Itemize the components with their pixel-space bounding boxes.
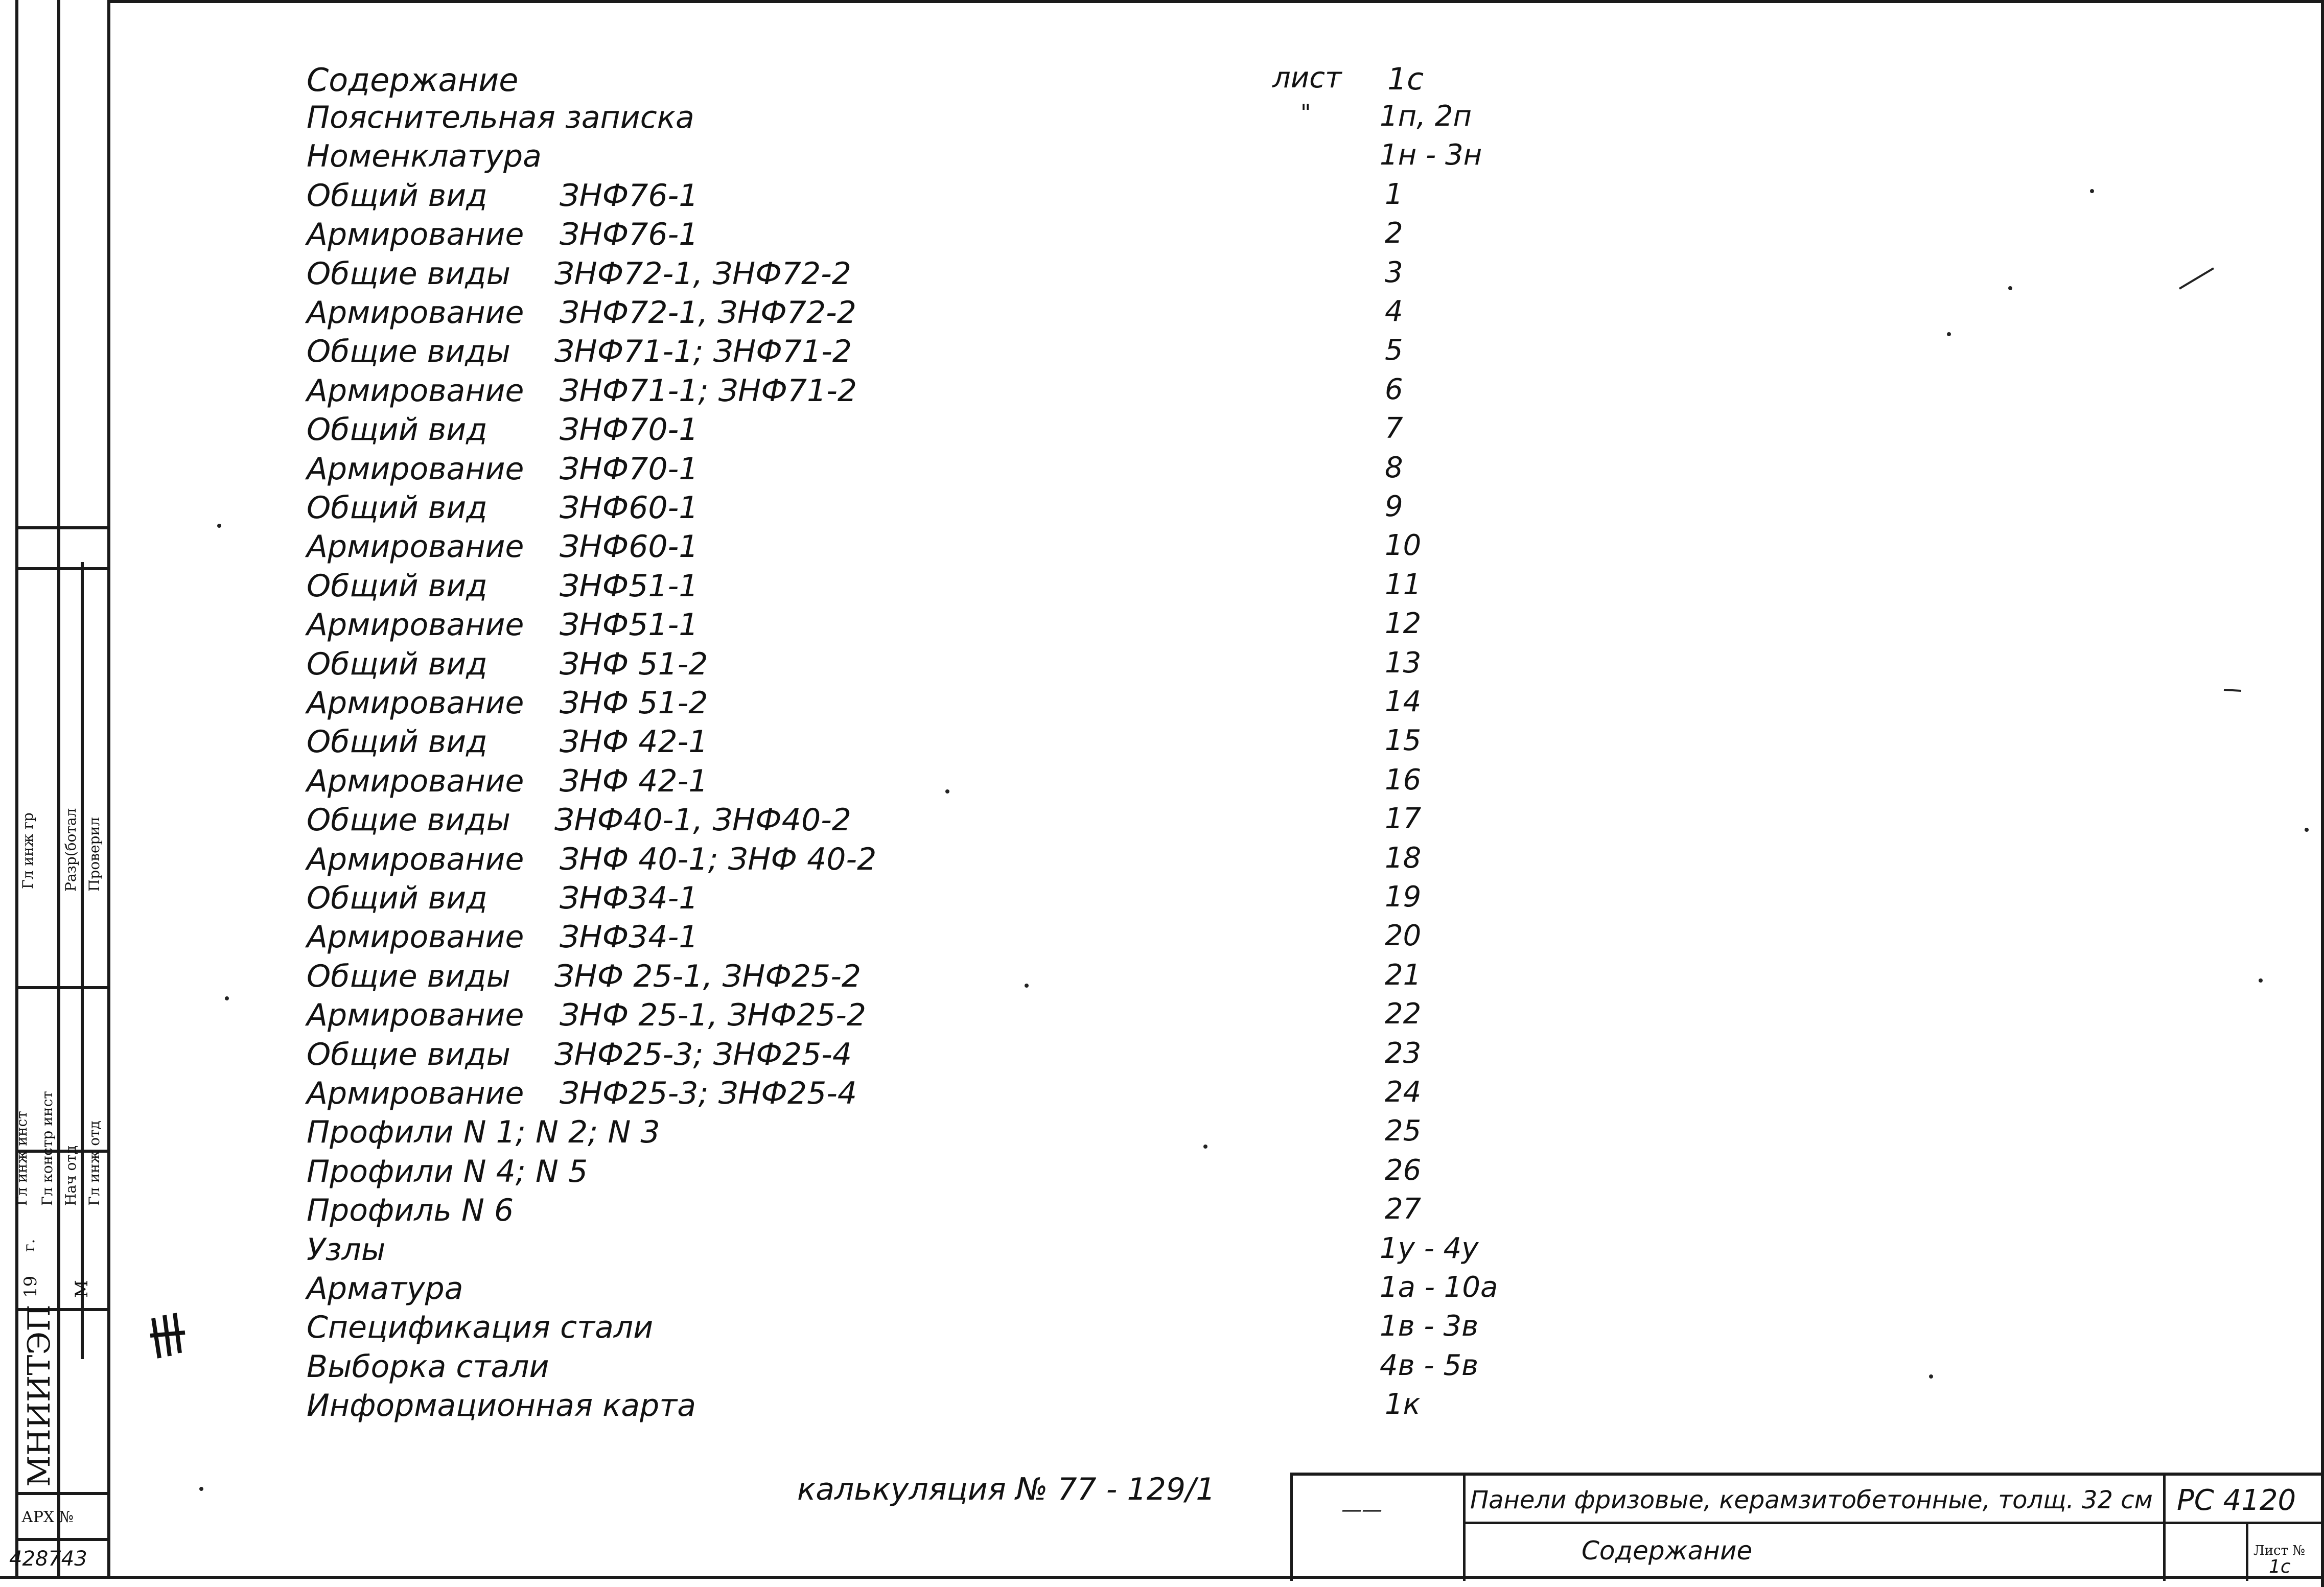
toc-label: Армирование: [307, 529, 524, 565]
toc-label: Общие виды: [307, 1036, 510, 1072]
toc-sheet-number: 17: [1385, 802, 1422, 836]
toc-label: Армирование: [307, 763, 524, 799]
toc-label: Общий вид: [307, 568, 487, 604]
toc-code: ЗНФ 25-1, ЗНФ25-2: [554, 958, 862, 994]
toc-sheet-number: 25: [1385, 1114, 1422, 1148]
scan-speck: [1929, 1374, 1933, 1379]
toc-label: Армирование: [307, 451, 524, 487]
title-block-line: [2163, 1476, 2166, 1581]
toc-sheet-number: 16: [1385, 763, 1422, 797]
toc-code: ЗНФ70-1: [560, 451, 699, 487]
toc-label: Общий вид: [307, 490, 487, 526]
margin-hatch-mark: [148, 1308, 189, 1364]
stamp-label: Разр(ботал: [62, 808, 79, 892]
toc-sheet-number: 23: [1385, 1036, 1422, 1070]
stamp-year-suffix: г.: [20, 1239, 38, 1252]
toc-label: Профили N 4; N 5: [307, 1153, 588, 1189]
title-block: [1290, 1473, 2324, 1581]
stamp-line: [57, 0, 60, 1579]
toc-sheet-number: 14: [1385, 685, 1422, 718]
toc-label: Общий вид: [307, 724, 487, 760]
toc-label: Армирование: [307, 919, 524, 955]
toc-code: ЗНФ60-1: [560, 490, 699, 526]
toc-sheet-number: 1к: [1385, 1388, 1421, 1421]
scan-speck: [2305, 828, 2309, 832]
stamp-arch-number: 428743: [9, 1547, 87, 1571]
toc-label: Армирование: [307, 607, 524, 643]
toc-label: Общие виды: [307, 334, 510, 370]
toc-sheet-number: 10: [1385, 529, 1422, 563]
toc-code: ЗНФ60-1: [560, 529, 699, 565]
title-block-description: Панели фризовые, керамзитобетонные, толщ. 32 см: [1470, 1486, 2153, 1514]
toc-label: Общий вид: [307, 880, 487, 916]
toc-code: ЗНФ76-1: [560, 177, 699, 214]
stamp-label: Гл инж отд: [86, 1121, 103, 1206]
toc-label: Выборка стали: [307, 1348, 549, 1385]
toc-sheet-number: 1н - 3н: [1380, 138, 1482, 172]
toc-sheet-number: 8: [1385, 451, 1403, 484]
page-title: Содержание: [307, 61, 519, 99]
toc-label: Армирование: [307, 685, 524, 721]
toc-sheet-number: 20: [1385, 919, 1422, 953]
stamp-label: Гл констр инст: [39, 1091, 56, 1206]
title-block-line: [1463, 1476, 1466, 1581]
toc-label: Спецификация стали: [307, 1310, 654, 1346]
side-stamp: [0, 0, 110, 1587]
title-block-dash: ——: [1341, 1498, 1382, 1522]
toc-sheet-number: 5: [1385, 334, 1403, 367]
toc-label: Общие виды: [307, 255, 510, 292]
scan-stroke: [2177, 266, 2218, 291]
toc-sheet-number: 6: [1385, 372, 1403, 406]
title-block-sheet-label: Лист №: [2253, 1543, 2305, 1558]
stamp-label: Гл инж гр: [19, 812, 36, 889]
toc-sheet-number: 2: [1385, 217, 1403, 250]
toc-code: ЗНФ70-1: [560, 412, 699, 448]
toc-code: ЗНФ51-1: [560, 607, 699, 643]
toc-label: Общий вид: [307, 412, 487, 448]
stamp-year: 19: [20, 1275, 41, 1298]
toc-sheet-number: 15: [1385, 724, 1422, 758]
stamp-label: Проверил: [86, 817, 103, 892]
toc-sheet-number: 26: [1385, 1153, 1422, 1187]
toc-code: ЗНФ51-1: [560, 568, 699, 604]
stamp-line: [15, 1492, 110, 1495]
toc-sheet-number: 22: [1385, 997, 1422, 1031]
toc-code: ЗНФ 40-1; ЗНФ 40-2: [560, 841, 877, 877]
toc-code: ЗНФ 51-2: [560, 646, 708, 682]
toc-label: Арматура: [307, 1271, 463, 1306]
toc-sheet-number: 1у - 4у: [1380, 1231, 1479, 1265]
stamp-line: [15, 526, 110, 529]
scan-speck: [1947, 332, 1951, 336]
sheet-prefix: лист: [1272, 61, 1342, 95]
toc-sheet-number: 4в - 5в: [1380, 1348, 1479, 1382]
toc-code: ЗНФ 42-1: [560, 763, 708, 799]
toc-code: ЗНФ72-1, ЗНФ72-2: [554, 255, 851, 292]
toc-sheet-number: 27: [1385, 1193, 1422, 1226]
toc-code: ЗНФ 51-2: [560, 685, 708, 721]
toc-code: ЗНФ34-1: [560, 880, 699, 916]
stamp-line: [15, 0, 18, 1579]
toc-sheet-number: 1: [1385, 177, 1403, 211]
toc-label: Профиль N 6: [307, 1193, 514, 1229]
toc-label: Армирование: [307, 372, 524, 409]
scan-speck: [1203, 1145, 1207, 1149]
sheet-value: 1с: [1387, 61, 1424, 97]
stamp-arch-label: АРХ №: [21, 1508, 74, 1526]
stamp-line: [15, 986, 110, 989]
toc-sheet-number: 1а - 10а: [1380, 1271, 1498, 1304]
toc-sheet-number: 9: [1385, 490, 1403, 523]
stamp-label: Нач отд: [62, 1145, 79, 1206]
frame-top-border: [107, 0, 2324, 3]
toc-label: Пояснительная записка: [307, 100, 694, 135]
title-block-sheet-value: 1с: [2269, 1556, 2291, 1577]
toc-code: ЗНФ34-1: [560, 919, 699, 955]
title-block-line: [2246, 1524, 2248, 1581]
toc-code: ЗНФ 42-1: [560, 724, 708, 760]
toc-code: ЗНФ72-1, ЗНФ72-2: [560, 295, 856, 331]
toc-sheet-number: 1п, 2п: [1380, 100, 1472, 133]
toc-label: Армирование: [307, 997, 524, 1034]
title-block-line: [1463, 1522, 2324, 1524]
toc-label: Общие виды: [307, 802, 510, 838]
title-block-section: Содержание: [1582, 1536, 1753, 1566]
toc-sheet-number: 19: [1385, 880, 1422, 914]
toc-sheet-number: 13: [1385, 646, 1422, 680]
toc-ditto-mark: ": [1300, 100, 1311, 126]
toc-sheet-number: 4: [1385, 295, 1403, 328]
scan-speck: [217, 524, 221, 528]
toc-code: ЗНФ71-1; ЗНФ71-2: [560, 372, 857, 409]
stamp-line: [81, 562, 84, 1359]
stamp-org: МНИИТЭП: [21, 1304, 57, 1487]
scan-speck: [2008, 286, 2012, 290]
toc-sheet-number: 12: [1385, 607, 1422, 641]
calculation-number: калькуляция № 77 - 129/1: [797, 1472, 1216, 1507]
scan-speck: [2090, 189, 2094, 193]
title-block-line: [1290, 1476, 1293, 1581]
toc-sheet-number: 21: [1385, 958, 1422, 992]
title-block-series: РС 4120: [2177, 1484, 2296, 1517]
toc-code: ЗНФ76-1: [560, 217, 699, 253]
stamp-place: М: [72, 1280, 92, 1298]
toc-code: ЗНФ25-3; ЗНФ25-4: [554, 1036, 852, 1072]
stamp-line: [107, 0, 110, 1579]
scan-speck: [945, 789, 949, 794]
toc-code: ЗНФ40-1, ЗНФ40-2: [554, 802, 851, 838]
toc-label: Общий вид: [307, 177, 487, 214]
toc-code: ЗНФ25-3; ЗНФ25-4: [560, 1076, 857, 1111]
toc-label: Профили N 1; N 2; N 3: [307, 1114, 660, 1151]
toc-label: Армирование: [307, 217, 524, 253]
stamp-line: [15, 567, 110, 570]
scan-speck: [199, 1487, 203, 1491]
toc-sheet-number: 18: [1385, 841, 1422, 875]
scan-speck: [2259, 978, 2263, 983]
toc-sheet-number: 11: [1385, 568, 1422, 601]
toc-label: Армирование: [307, 841, 524, 877]
scan-stroke: [2223, 685, 2243, 695]
toc-label: Общий вид: [307, 646, 487, 682]
toc-sheet-number: 3: [1385, 255, 1403, 289]
toc-label: Информационная карта: [307, 1388, 696, 1424]
toc-label: Узлы: [307, 1231, 386, 1268]
stamp-label: Гл инж инст: [13, 1111, 30, 1206]
toc-label: Армирование: [307, 295, 524, 331]
toc-sheet-number: 24: [1385, 1076, 1422, 1109]
toc-code: ЗНФ71-1; ЗНФ71-2: [554, 334, 852, 370]
toc-code: ЗНФ 25-1, ЗНФ25-2: [560, 997, 867, 1034]
toc-label: Армирование: [307, 1076, 524, 1111]
scan-speck: [225, 996, 229, 1000]
scan-speck: [1025, 984, 1029, 988]
toc-label: Общие виды: [307, 958, 510, 994]
toc-sheet-number: 1в - 3в: [1380, 1310, 1479, 1343]
toc-sheet-number: 7: [1385, 412, 1403, 446]
toc-label: Номенклатура: [307, 138, 542, 175]
frame-right-border: [2321, 0, 2324, 1587]
stamp-line: [15, 1538, 110, 1541]
